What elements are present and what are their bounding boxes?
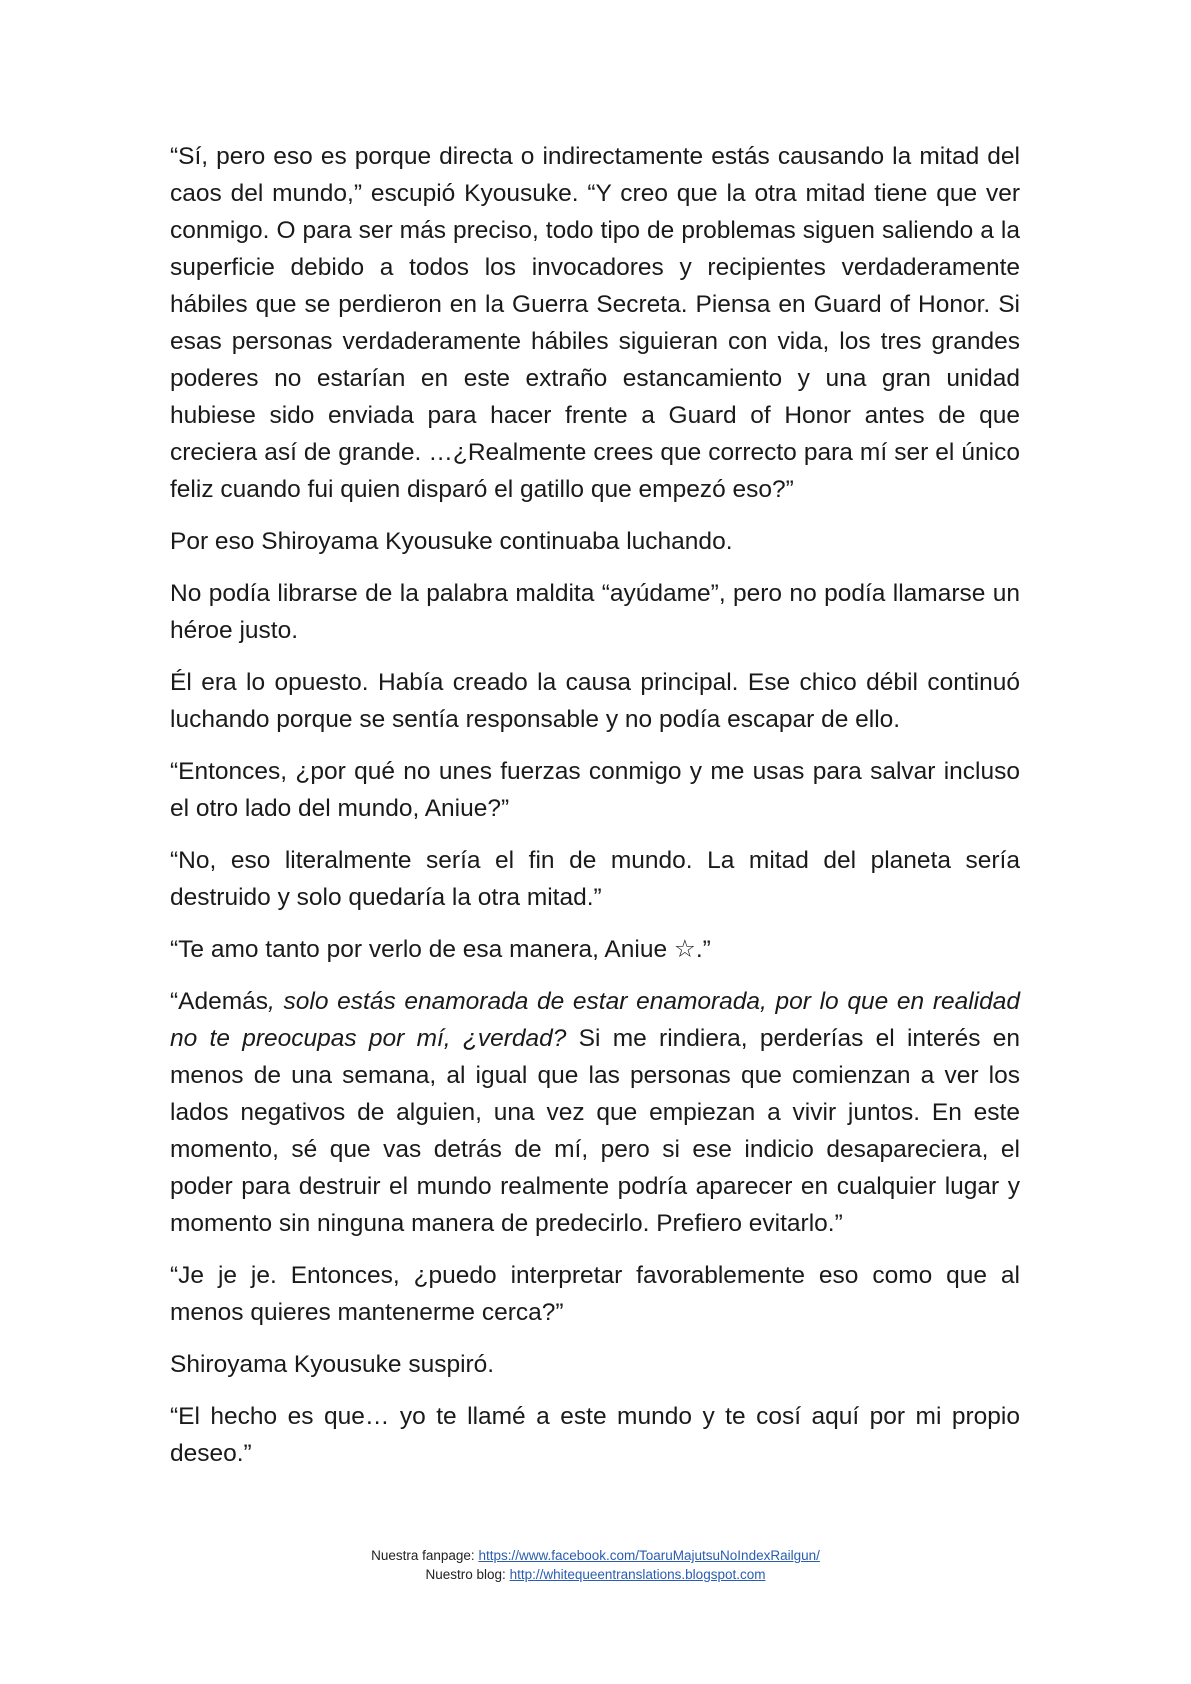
paragraph-8-rest: Si me rindiera, perderías el interés en menos de una semana, al igual que las personas que comienzan a ver los lados negativos de alguien, una vez que empiezan a vivir juntos. En este momento, sé que vas detrás de mí, pero si ese indicio desapareciera, el poder para destruir el mundo realmente podría aparecer en cualquier lugar y momento sin ninguna manera de predecirlo. Prefiero evitarlo.” <box>170 1025 1020 1237</box>
fanpage-label: Nuestra fanpage: <box>371 1548 479 1563</box>
paragraph-8-lead: “Además <box>170 988 269 1015</box>
blog-link[interactable]: http://whitequeentranslations.blogspot.com <box>509 1567 766 1582</box>
paragraph-8-italic: , solo estás enamorada de estar enamorada, por lo que en realidad no te preocupas por mí, ¿verdad? <box>170 988 1020 1052</box>
paragraph-4: Él era lo opuesto. Había creado la causa principal. Ese chico débil continuó luchando porque se sentía responsable y no podía escapar de ello. <box>170 669 1020 733</box>
paragraph-9: “Je je je. Entonces, ¿puedo interpretar favorablemente eso como que al menos quieres mantenerme cerca?” <box>170 1262 1020 1326</box>
page-footer <box>0 1546 1191 1584</box>
paragraph-6: “No, eso literalmente sería el fin de mundo. La mitad del planeta sería destruido y solo quedaría la otra mitad.” <box>170 847 1020 911</box>
paragraph-10: Shiroyama Kyousuke suspiró. <box>170 1351 495 1378</box>
footer-fanpage-line <box>0 1546 1191 1565</box>
footer-blog-line <box>0 1565 1191 1584</box>
paragraph-1: “Sí, pero eso es porque directa o indirectamente estás causando la mitad del caos del mundo,” escupió Kyousuke. “Y creo que la otra mitad tiene que ver conmigo. O para ser más preciso, todo tipo de problemas siguen saliendo a la superficie debido a todos los invocadores y recipientes verdaderamente hábiles que se perdieron en la Guerra Secreta. Piensa en Guard of Honor. Si esas personas verdaderamente hábiles siguieran con vida, los tres grandes poderes no estarían en este extraño estancamiento y una gran unidad hubiese sido enviada para hacer frente a Guard of Honor antes de que creciera así de grande. …¿Realmente crees que correcto para mí ser el único feliz cuando fui quien disparó el gatillo que empezó eso?” <box>170 143 1020 503</box>
paragraph-5: “Entonces, ¿por qué no unes fuerzas conmigo y me usas para salvar incluso el otro lado del mundo, Aniue?” <box>170 758 1020 822</box>
paragraph-11: “El hecho es que… yo te llamé a este mundo y te cosí aquí por mi propio deseo.” <box>170 1403 1020 1467</box>
text-body <box>170 138 1020 1487</box>
blog-label: Nuestro blog: <box>425 1567 510 1582</box>
paragraph-2: Por eso Shiroyama Kyousuke continuaba luchando. <box>170 528 733 555</box>
paragraph-8 <box>170 983 1020 1242</box>
paragraph-3: No podía librarse de la palabra maldita “ayúdame”, pero no podía llamarse un héroe justo. <box>170 580 1020 644</box>
paragraph-7: “Te amo tanto por verlo de esa manera, Aniue ☆.” <box>170 936 711 963</box>
fanpage-link[interactable]: https://www.facebook.com/ToaruMajutsuNoIndexRailgun/ <box>478 1548 820 1563</box>
